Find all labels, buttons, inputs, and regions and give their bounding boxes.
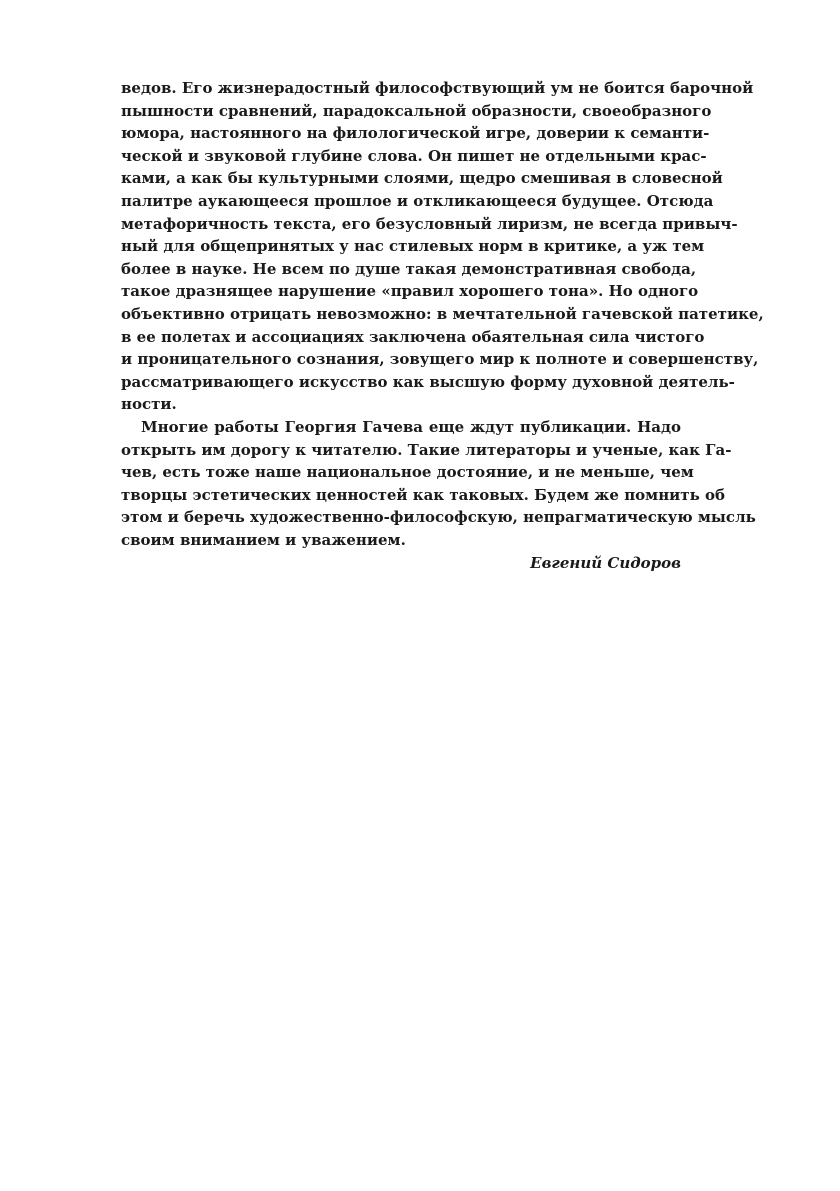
text-line: ческой и звуковой глубине слова. Он пишет не отдельными крас-	[121, 146, 707, 165]
text-line: чев, есть тоже наше национальное достояние, и не меньше, чем	[121, 463, 694, 482]
text-line: объективно отрицать невозможно: в мечтательной гачевской патетике,	[121, 304, 764, 323]
text-line: такое дразнящее нарушение «правил хорошего тона». Но одного	[121, 282, 699, 301]
paragraph-2	[121, 416, 756, 552]
text-line: этом и беречь художественно-философскую, непрагматическую мысль	[121, 508, 756, 527]
author-signature: Евгений Сидоров	[530, 554, 681, 573]
text-line: палитре аукающееся прошлое и откликающееся будущее. Отсюда	[121, 191, 714, 210]
paragraph-1	[121, 77, 764, 416]
text-line: более в науке. Не всем по душе такая демонстративная свобода,	[121, 259, 697, 278]
text-line: пышности сравнений, парадоксальной образности, своеобразного	[121, 101, 712, 120]
body-text	[121, 77, 764, 575]
text-line: ками, а как бы культурными слоями, щедро смешивая в словесной	[121, 169, 723, 188]
text-line: ведов. Его жизнерадостный философствующий ум не боится барочной	[121, 79, 754, 97]
text-line: открыть им дорогу к читателю. Такие литераторы и ученые, как Га-	[121, 440, 732, 459]
text-line: метафоричность текста, его безусловный лиризм, не всегда привыч-	[121, 214, 738, 233]
text-line: в ее полетах и ассоциациях заключена обаятельная сила чистого	[121, 327, 705, 346]
text-line: и проницательного сознания, зовущего мир к полноте и совершенству,	[121, 350, 759, 369]
text-line: Многие работы Георгия Гачева еще ждут публикации. Надо	[141, 417, 681, 436]
text-line: творцы эстетических ценностей как таковых. Будем же помнить об	[121, 485, 726, 504]
text-line: ный для общепринятых у нас стилевых норм в критике, а уж тем	[121, 237, 705, 256]
text-line: юмора, настоянного на филологической игре, доверии к семанти-	[121, 124, 710, 143]
text-line: рассматривающего искусство как высшую форму духовной деятель-	[121, 372, 735, 391]
text-line: ности.	[121, 395, 177, 414]
text-line: своим вниманием и уважением.	[121, 530, 406, 549]
